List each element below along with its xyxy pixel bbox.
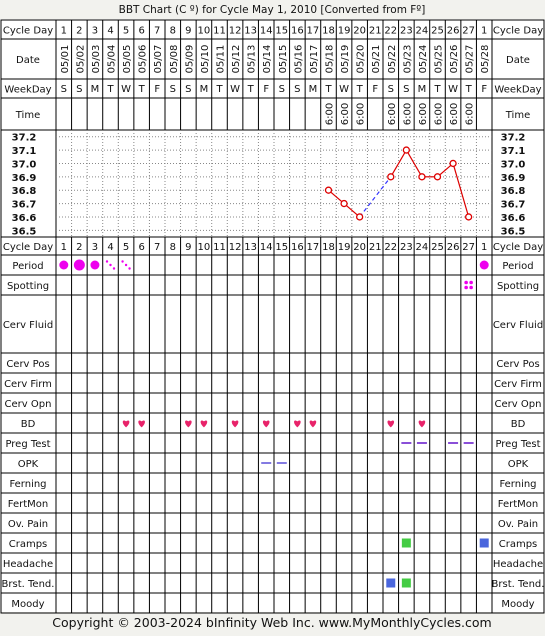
cycle-day-number: 25 <box>431 242 444 253</box>
row-label-cramps: Cramps <box>8 539 48 550</box>
date-label: 05/07 <box>153 44 165 74</box>
date-label: 05/17 <box>308 44 320 74</box>
period-light-dot <box>113 267 115 269</box>
row-label-period: Period <box>12 261 44 272</box>
time-label: 6:00 <box>324 102 336 126</box>
date-label: 05/26 <box>449 44 461 74</box>
row-label-cerv_firm: Cerv Firm <box>4 379 52 390</box>
cycle-day-number: 1 <box>481 25 488 37</box>
cycle-day-number: 3 <box>91 25 99 37</box>
row-label-cerv_pos-right: Cerv Pos <box>496 359 540 370</box>
date-label: 05/04 <box>106 44 118 74</box>
date-label: 05/06 <box>137 44 149 74</box>
cycle-day-number: 4 <box>107 25 114 37</box>
cycle-day-number: 21 <box>368 25 382 37</box>
row-label-weekday: WeekDay <box>4 84 52 96</box>
temp-tick-label-right: 36.7 <box>500 199 526 211</box>
row-label-bd: BD <box>20 419 36 430</box>
time-label: 6:00 <box>433 102 445 126</box>
temp-tick-label: 36.9 <box>11 172 37 184</box>
date-label: 05/21 <box>371 44 383 74</box>
date-label: 05/22 <box>386 44 398 74</box>
weekday-label: S <box>60 84 67 95</box>
temp-tick-label-right: 36.9 <box>500 172 526 184</box>
spotting-dot <box>469 286 473 290</box>
row-label-cerv_fluid-right: Cerv Fluid <box>492 320 544 331</box>
date-label: 05/25 <box>433 44 445 74</box>
cycle-day-number: 20 <box>353 25 367 37</box>
date-label: 05/28 <box>480 44 492 74</box>
temp-tick-label-right: 36.5 <box>500 226 526 238</box>
chart-title: BBT Chart (C º) for Cycle May 1, 2010 [Converted from Fº] <box>118 4 426 16</box>
cycle-day-number: 21 <box>368 242 382 253</box>
cycle-day-number: 18 <box>322 25 335 37</box>
date-label: 05/18 <box>324 44 336 74</box>
cycle-day-number: 9 <box>185 242 192 253</box>
temp-point <box>466 214 472 220</box>
weekday-label: M <box>90 84 100 95</box>
cycle-day-number: 15 <box>275 25 289 37</box>
row-label-time: Time <box>15 110 41 121</box>
row-label-ov_pain-right: Ov. Pain <box>497 519 539 530</box>
date-label: 05/01 <box>59 44 71 74</box>
date-label: 05/24 <box>417 44 429 74</box>
date-label: 05/10 <box>199 44 211 74</box>
cycle-day-number: 23 <box>399 242 413 253</box>
weekday-label: T <box>434 84 441 95</box>
period-heavy-dot <box>59 261 68 270</box>
cycle-day-number: 13 <box>244 25 258 37</box>
cycle-day-number: 6 <box>138 242 145 253</box>
cycle-day-number: 22 <box>384 25 398 37</box>
date-label: 05/16 <box>293 44 305 74</box>
weekday-label: T <box>107 84 114 95</box>
weekday-label: S <box>278 84 285 95</box>
cycle-day-number: 6 <box>138 25 145 37</box>
row-label-opk: OPK <box>17 459 39 470</box>
weekday-label: S <box>294 84 301 95</box>
copyright: Copyright © 2003-2024 bInfinity Web Inc. www.MyMonthlyCycles.com <box>52 615 492 630</box>
cycle-day-number: 7 <box>154 242 161 253</box>
temp-point <box>403 147 409 153</box>
period-heavy-dot <box>90 261 99 270</box>
row-label-preg_test: Preg Test <box>5 439 51 450</box>
row-label-preg_test-right: Preg Test <box>495 439 541 450</box>
cycle-day-number: 5 <box>122 25 130 37</box>
cycle-day-number: 8 <box>169 242 176 253</box>
row-label-cerv_firm-right: Cerv Firm <box>494 379 542 390</box>
cramps-square <box>402 539 411 548</box>
weekday-label: T <box>216 84 223 95</box>
cycle-day-number: 4 <box>107 242 114 253</box>
row-label-period-right: Period <box>502 261 534 272</box>
cycle-day-number: 2 <box>76 25 83 37</box>
row-label-cerv_opn-right: Cerv Opn <box>494 399 542 410</box>
cycle-day-number: 27 <box>462 242 476 253</box>
cycle-day-number: 26 <box>446 242 460 253</box>
temp-tick-label-right: 37.1 <box>500 146 526 158</box>
weekday-label: T <box>247 84 254 95</box>
brst-tend-square <box>386 579 395 588</box>
row-label-bd-right: BD <box>510 419 526 430</box>
row-label-spotting: Spotting <box>6 281 50 292</box>
weekday-label: T <box>325 84 332 95</box>
cycle-day-number: 27 <box>462 25 476 37</box>
row-label-fertmon: FertMon <box>7 499 49 510</box>
weekday-label: S <box>169 84 176 95</box>
cycle-day-number: 17 <box>306 242 320 253</box>
temp-point <box>326 187 332 193</box>
weekday-label: T <box>465 84 472 95</box>
time-label: 6:00 <box>355 102 367 126</box>
cycle-day-number: 10 <box>197 242 211 253</box>
weekday-label: M <box>308 84 318 95</box>
date-label: 05/12 <box>231 44 243 74</box>
weekday-label: W <box>121 84 132 95</box>
cycle-day-number: 1 <box>60 242 67 253</box>
cycle-day-number: 22 <box>384 242 398 253</box>
cycle-day-number: 16 <box>290 242 304 253</box>
date-label: 05/08 <box>168 44 180 74</box>
row-label-weekday-right: WeekDay <box>494 84 542 96</box>
date-label: 05/13 <box>246 44 258 74</box>
weekday-label: F <box>481 84 488 95</box>
row-label-cerv_opn: Cerv Opn <box>4 399 52 410</box>
cramps-square <box>480 539 489 548</box>
row-label-headache-right: Headache <box>492 559 544 570</box>
cycle-day-number: 20 <box>353 242 367 253</box>
cycle-day-number: 1 <box>481 242 488 253</box>
spotting-dot <box>469 281 473 285</box>
row-label-time-right: Time <box>505 110 531 121</box>
row-label-cycle_day-right: Cycle Day <box>492 25 544 37</box>
period-light-dot <box>121 260 123 262</box>
date-label: 05/15 <box>277 44 289 74</box>
temp-tick-label-right: 36.6 <box>500 212 526 224</box>
cycle-day-number: 23 <box>399 25 413 37</box>
row-label-spotting-right: Spotting <box>496 281 540 292</box>
cycle-day-number: 7 <box>154 25 161 37</box>
temp-point <box>419 174 425 180</box>
cycle-day-number: 19 <box>337 242 351 253</box>
temp-point <box>450 160 456 166</box>
cycle-day-number: 17 <box>306 25 320 37</box>
date-label: 05/11 <box>215 44 227 74</box>
row-label-date: Date <box>16 55 40 66</box>
cycle-day-number: 1 <box>60 25 67 37</box>
period-heavy-dot <box>480 261 489 270</box>
temp-point <box>388 174 394 180</box>
time-label: 6:00 <box>449 102 461 126</box>
cycle-day-number: 8 <box>169 25 176 37</box>
row-label-date-right: Date <box>506 55 530 66</box>
row-label-moody: Moody <box>11 599 45 610</box>
cycle-day-number: 5 <box>122 242 130 253</box>
weekday-label: M <box>417 84 427 95</box>
spotting-dot <box>464 281 468 285</box>
cycle-day-number: 14 <box>259 242 273 253</box>
date-label: 05/14 <box>262 44 274 74</box>
weekday-label: T <box>356 84 363 95</box>
row-label-ferning: Ferning <box>9 479 47 490</box>
row-label-ferning-right: Ferning <box>499 479 537 490</box>
spotting-dot <box>464 286 468 290</box>
period-light-dot <box>109 264 111 266</box>
weekday-label: W <box>339 84 350 95</box>
cycle-day-number: 12 <box>228 25 242 37</box>
row-label-cycle_day: Cycle Day <box>2 242 54 253</box>
row-label-cerv_pos: Cerv Pos <box>6 359 50 370</box>
temp-tick-label: 36.8 <box>11 186 37 198</box>
cycle-day-number: 2 <box>76 242 83 253</box>
brst-tend-square <box>402 579 411 588</box>
date-label: 05/02 <box>75 44 87 74</box>
temp-tick-label: 36.6 <box>11 212 37 224</box>
cycle-day-number: 11 <box>213 242 226 253</box>
date-label: 05/19 <box>340 44 352 74</box>
weekday-label: W <box>448 84 459 95</box>
row-label-opk-right: OPK <box>507 459 529 470</box>
temp-tick-label: 37.0 <box>11 159 37 171</box>
temp-tick-label-right: 36.8 <box>500 186 526 198</box>
weekday-label: F <box>372 84 379 95</box>
row-label-headache: Headache <box>2 559 54 570</box>
weekday-label: T <box>138 84 145 95</box>
cycle-day-number: 24 <box>415 25 429 37</box>
cycle-day-number: 19 <box>337 25 351 37</box>
date-label: 05/27 <box>464 44 476 74</box>
temp-tick-label-right: 37.2 <box>500 132 526 144</box>
temp-tick-label: 36.7 <box>11 199 37 211</box>
cycle-day-number: 25 <box>431 25 444 37</box>
temp-point <box>357 214 363 220</box>
weekday-label: F <box>154 84 161 95</box>
weekday-label: S <box>76 84 83 95</box>
cycle-day-number: 18 <box>322 242 335 253</box>
row-label-cramps-right: Cramps <box>498 539 538 550</box>
row-label-cycle_day-right: Cycle Day <box>492 242 544 253</box>
cycle-day-number: 3 <box>91 242 99 253</box>
date-label: 05/23 <box>402 44 414 74</box>
period-heavy-dot <box>74 260 85 271</box>
weekday-label: F <box>263 84 270 95</box>
temp-point <box>341 201 347 207</box>
row-label-moody-right: Moody <box>501 599 535 610</box>
weekday-label: W <box>230 84 241 95</box>
date-label: 05/05 <box>122 44 134 74</box>
cycle-day-number: 24 <box>415 242 429 253</box>
weekday-label: S <box>387 84 394 95</box>
weekday-label: M <box>199 84 209 95</box>
row-label-ov_pain: Ov. Pain <box>7 519 49 530</box>
temp-point <box>435 174 441 180</box>
row-label-brst_tend: Brst. Tend. <box>1 579 55 590</box>
time-label: 6:00 <box>340 102 352 126</box>
row-label-cycle_day: Cycle Day <box>2 25 54 37</box>
time-label: 6:00 <box>386 102 398 126</box>
date-label: 05/20 <box>355 44 367 74</box>
weekday-label: S <box>185 84 192 95</box>
cycle-day-number: 26 <box>446 25 460 37</box>
time-label: 6:00 <box>402 102 414 126</box>
row-label-cerv_fluid: Cerv Fluid <box>2 320 54 331</box>
cycle-day-number: 10 <box>197 25 211 37</box>
cycle-day-number: 12 <box>228 242 242 253</box>
temp-tick-label-right: 37.0 <box>500 159 526 171</box>
cycle-day-number: 16 <box>290 25 304 37</box>
row-label-fertmon-right: FertMon <box>497 499 539 510</box>
cycle-day-number: 14 <box>259 25 273 37</box>
cycle-day-number: 15 <box>275 242 289 253</box>
cycle-day-number: 13 <box>244 242 258 253</box>
period-light-dot <box>128 267 130 269</box>
temp-tick-label: 37.1 <box>11 146 37 158</box>
temp-tick-label: 36.5 <box>11 226 37 238</box>
row-label-brst_tend-right: Brst. Tend. <box>491 579 545 590</box>
period-light-dot <box>106 260 108 262</box>
cycle-day-number: 11 <box>213 25 226 37</box>
temp-tick-label: 37.2 <box>11 132 37 144</box>
cycle-day-number: 9 <box>185 25 192 37</box>
time-label: 6:00 <box>417 102 429 126</box>
time-label: 6:00 <box>464 102 476 126</box>
date-label: 05/09 <box>184 44 196 74</box>
weekday-label: S <box>403 84 410 95</box>
period-light-dot <box>125 264 127 266</box>
date-label: 05/03 <box>90 44 102 74</box>
